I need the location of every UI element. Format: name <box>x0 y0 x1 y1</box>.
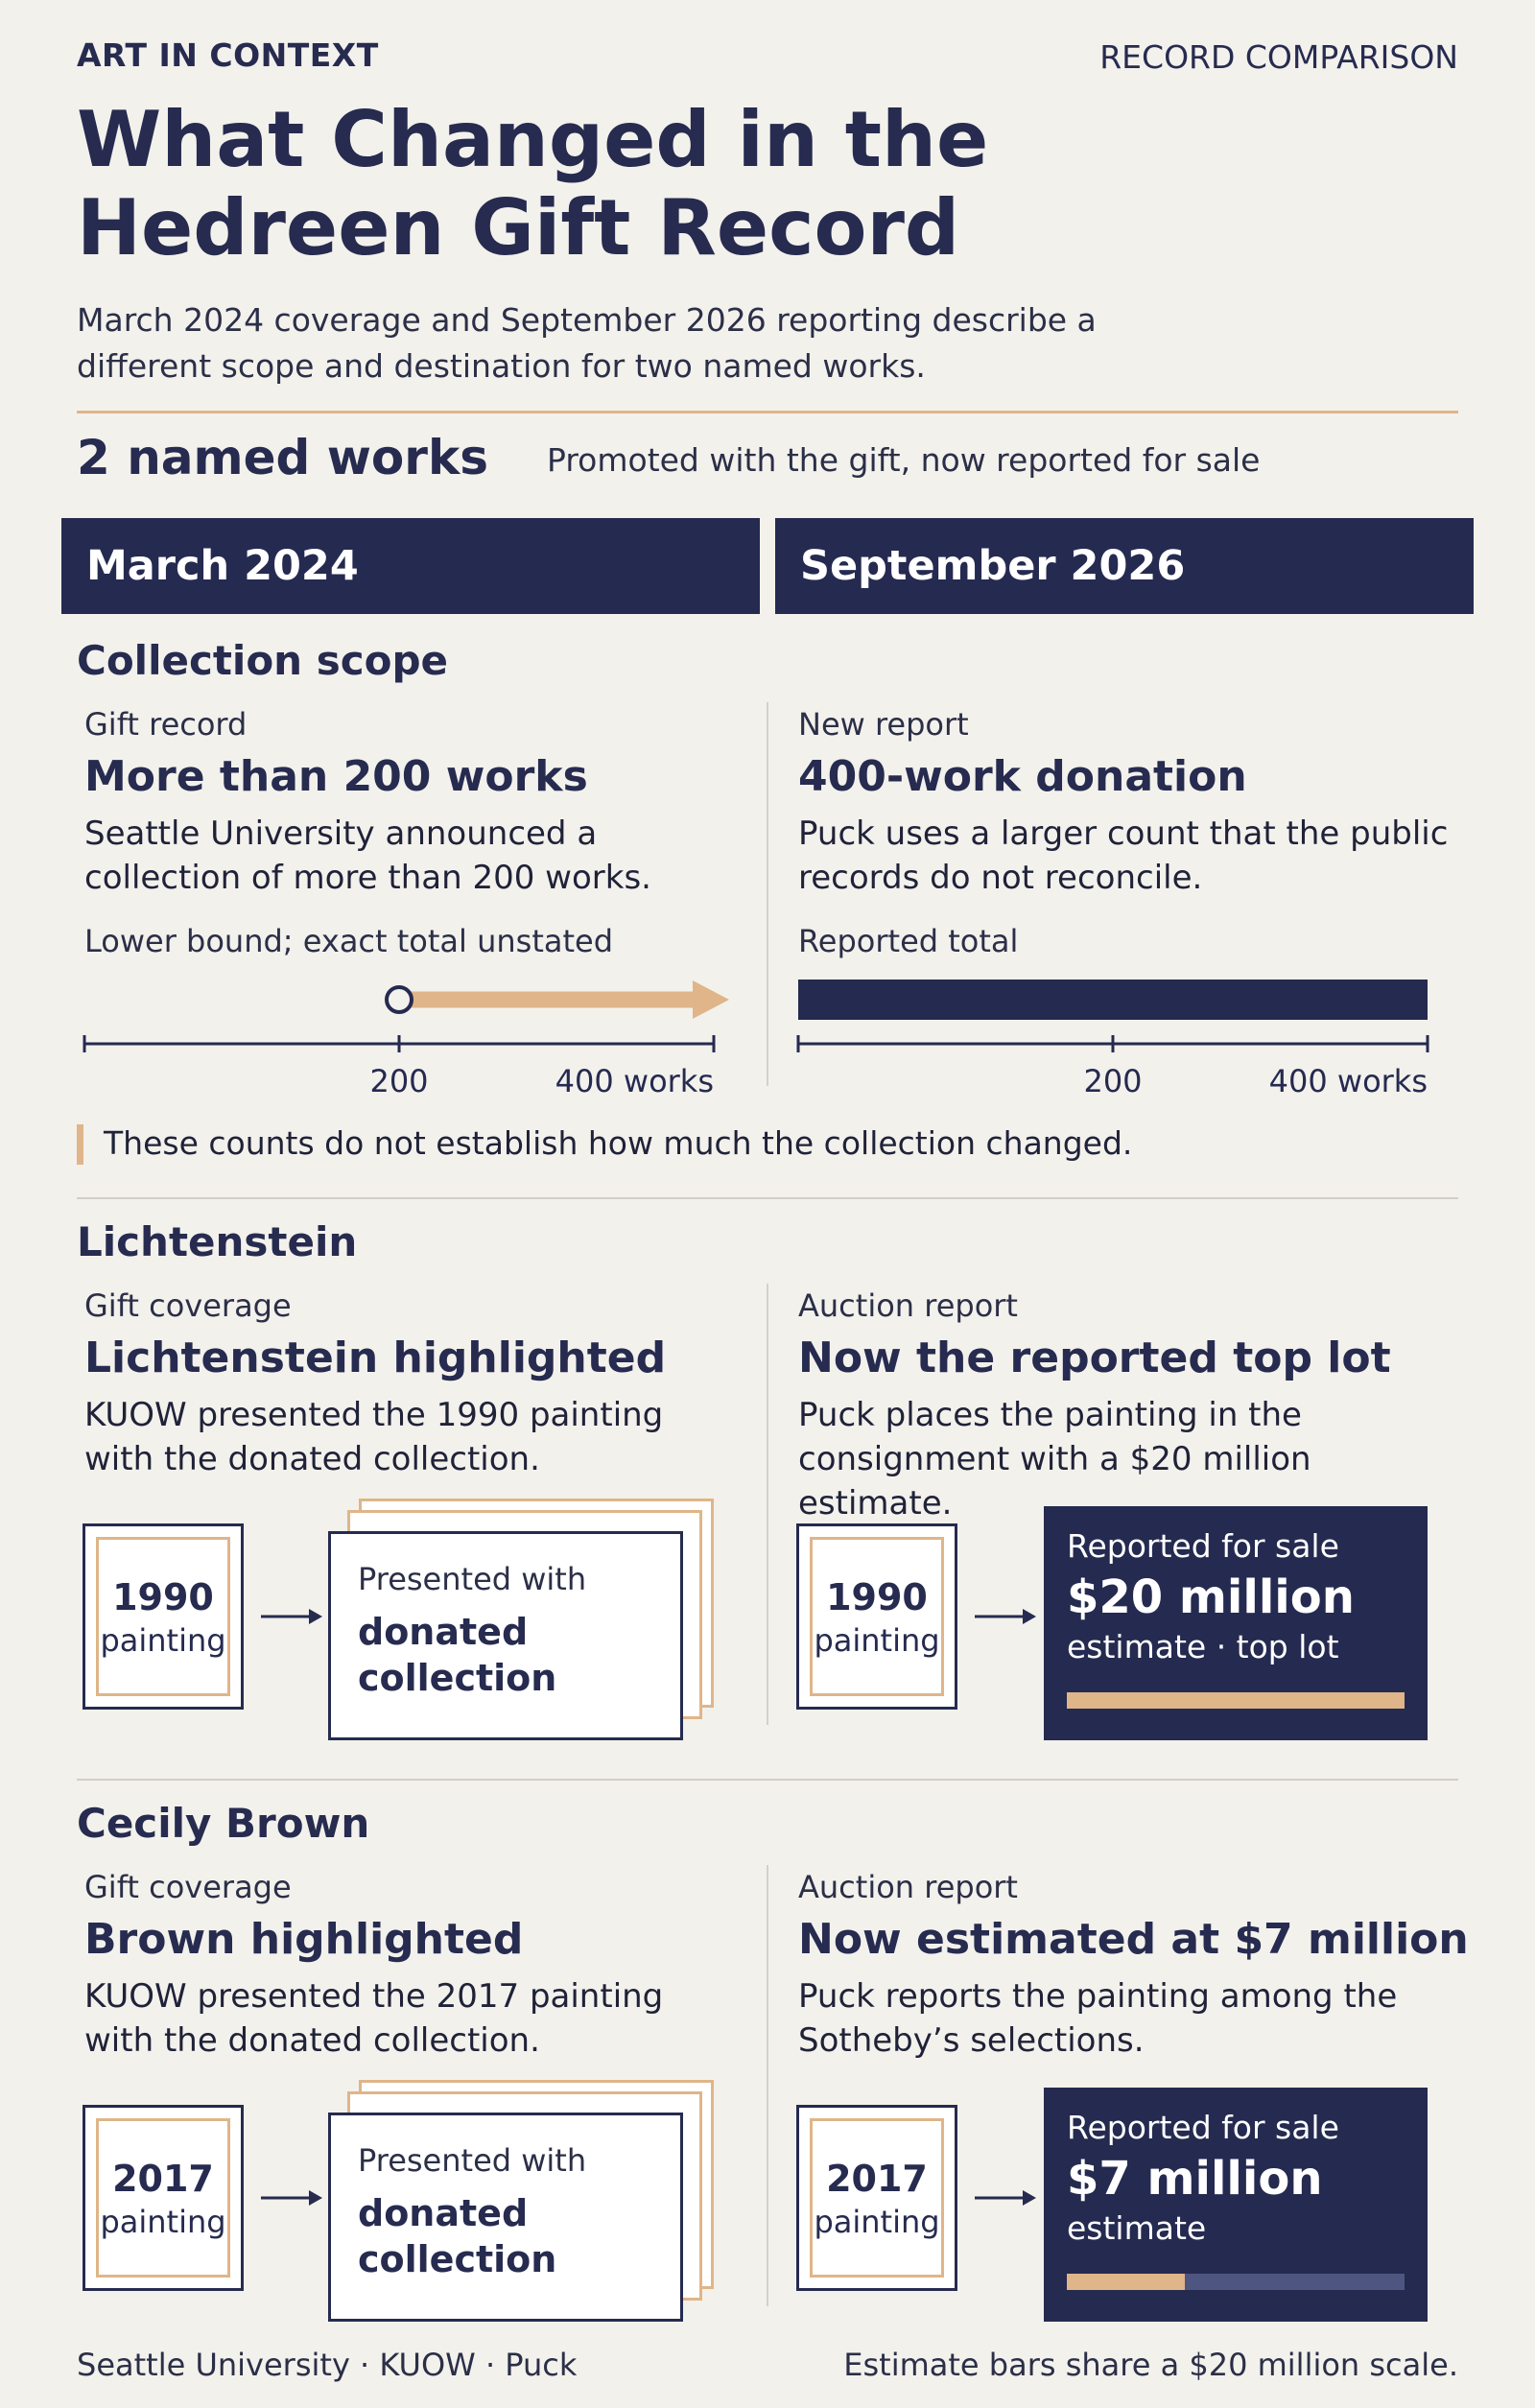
note-accent <box>77 1124 83 1165</box>
scope-right-label: New report <box>798 706 969 743</box>
work-card-frame <box>96 1537 230 1696</box>
tick-label: 200 <box>1083 1063 1143 1099</box>
work-year: 1990 <box>112 1576 214 1618</box>
work-year: 2017 <box>826 2158 928 2200</box>
work-type: painting <box>100 1622 226 1659</box>
section-divider <box>77 1197 1458 1199</box>
open-ended-arrowhead <box>693 980 729 1019</box>
scope-left-heading: More than 200 works <box>84 752 588 801</box>
column-header-left: March 2024 <box>61 518 760 614</box>
work-card-2017 <box>83 2105 244 2291</box>
work-card-frame <box>810 2118 944 2278</box>
lichtenstein-right-label: Auction report <box>798 1287 1018 1324</box>
sale-label: Reported for sale <box>1067 2109 1339 2146</box>
brown-right-heading: Now estimated at $7 million <box>798 1915 1469 1964</box>
presented-label: Presented with <box>358 2142 587 2179</box>
scope-left-body: Seattle University announced a collection of more than 200 works. <box>84 814 651 897</box>
work-card-2017 <box>796 2105 957 2291</box>
scope-right-heading: 400-work donation <box>798 752 1247 801</box>
arrow-right-icon <box>973 2185 1040 2210</box>
section-divider <box>77 1779 1458 1781</box>
estimate-bar-fill <box>1067 2274 1185 2290</box>
tick-label: 200 <box>369 1063 429 1099</box>
presented-card <box>328 2113 683 2322</box>
scope-right-body: Puck uses a larger count that the public records do not reconcile. <box>798 814 1449 897</box>
brown-left-body: KUOW presented the 2017 painting with the donated collection. <box>84 1977 664 2060</box>
estimate-bar-track <box>1067 1692 1405 1709</box>
work-card-frame <box>96 2118 230 2278</box>
work-type: painting <box>100 2204 226 2240</box>
arrow-right-icon <box>259 2185 326 2210</box>
work-type: painting <box>814 1622 940 1659</box>
brown-right-label: Auction report <box>798 1869 1018 1905</box>
presented-card <box>328 1531 683 1740</box>
presented-label: Presented with <box>358 1561 587 1597</box>
sale-label: Reported for sale <box>1067 1527 1339 1565</box>
work-card-1990 <box>83 1523 244 1710</box>
chart-right-reported-total <box>798 980 1428 1099</box>
column-header-right: September 2026 <box>775 518 1474 614</box>
work-card-frame <box>810 1537 944 1696</box>
work-year: 2017 <box>112 2158 214 2200</box>
reported-total-bar <box>798 980 1428 1020</box>
presented-value: donated collection <box>358 2192 557 2280</box>
sources: Seattle University · KUOW · Puck <box>77 2347 578 2383</box>
scope-note: These counts do not establish how much the collection changed. <box>104 1124 1133 1162</box>
tagline: RECORD COMPARISON <box>1099 38 1458 76</box>
section-title-lichtenstein: Lichtenstein <box>77 1218 358 1265</box>
scope-left-chart-label: Lower bound; exact total unstated <box>84 923 614 959</box>
subtitle: March 2024 coverage and September 2026 reporting describe a different scope and destination for two named works. <box>77 301 1097 385</box>
lower-bound-marker <box>387 987 412 1012</box>
brown-left-heading: Brown highlighted <box>84 1915 524 1964</box>
lichtenstein-left-heading: Lichtenstein highlighted <box>84 1334 667 1382</box>
brown-left-label: Gift coverage <box>84 1869 292 1905</box>
estimate-bar-fill <box>1067 1692 1405 1709</box>
lichtenstein-right-body: Puck places the painting in the consignment with a $20 million estimate. <box>798 1396 1311 1523</box>
arrow-right-icon <box>259 1604 326 1629</box>
sale-card-lichtenstein <box>1044 1506 1428 1740</box>
column-divider <box>767 1284 768 1725</box>
brown-right-body: Puck reports the painting among the Sotheby’s selections. <box>798 1977 1398 2060</box>
estimate-bar-track <box>1067 2274 1405 2290</box>
sale-value: $20 million <box>1067 1570 1355 1624</box>
work-type: painting <box>814 2204 940 2240</box>
tick-label: 400 works <box>555 1063 714 1099</box>
chart-left-lower-bound <box>84 980 729 1099</box>
lichtenstein-right-heading: Now the reported top lot <box>798 1334 1391 1382</box>
kicker: ART IN CONTEXT <box>77 36 379 74</box>
tick-label: 400 works <box>1268 1063 1428 1099</box>
work-card-1990 <box>796 1523 957 1710</box>
stat-value: 2 named works <box>77 430 488 485</box>
sale-card-brown <box>1044 2088 1428 2322</box>
work-year: 1990 <box>826 1576 928 1618</box>
column-divider <box>767 1865 768 2306</box>
presented-value: donated collection <box>358 1611 557 1699</box>
scale-note: Estimate bars share a $20 million scale. <box>843 2347 1458 2383</box>
page-title: What Changed in the Hedreen Gift Record <box>77 95 989 272</box>
sale-subtext: estimate · top lot <box>1067 1628 1339 1665</box>
scope-left-label: Gift record <box>84 706 248 743</box>
scope-right-chart-label: Reported total <box>798 923 1019 959</box>
sale-value: $7 million <box>1067 2152 1323 2206</box>
section-title-brown: Cecily Brown <box>77 1800 370 1847</box>
arrow-right-icon <box>973 1604 1040 1629</box>
lichtenstein-left-body: KUOW presented the 1990 painting with the donated collection. <box>84 1396 664 1478</box>
section-title-scope: Collection scope <box>77 637 449 684</box>
sale-subtext: estimate <box>1067 2209 1207 2247</box>
lichtenstein-left-label: Gift coverage <box>84 1287 292 1324</box>
stat-note: Promoted with the gift, now reported for sale <box>547 441 1261 479</box>
